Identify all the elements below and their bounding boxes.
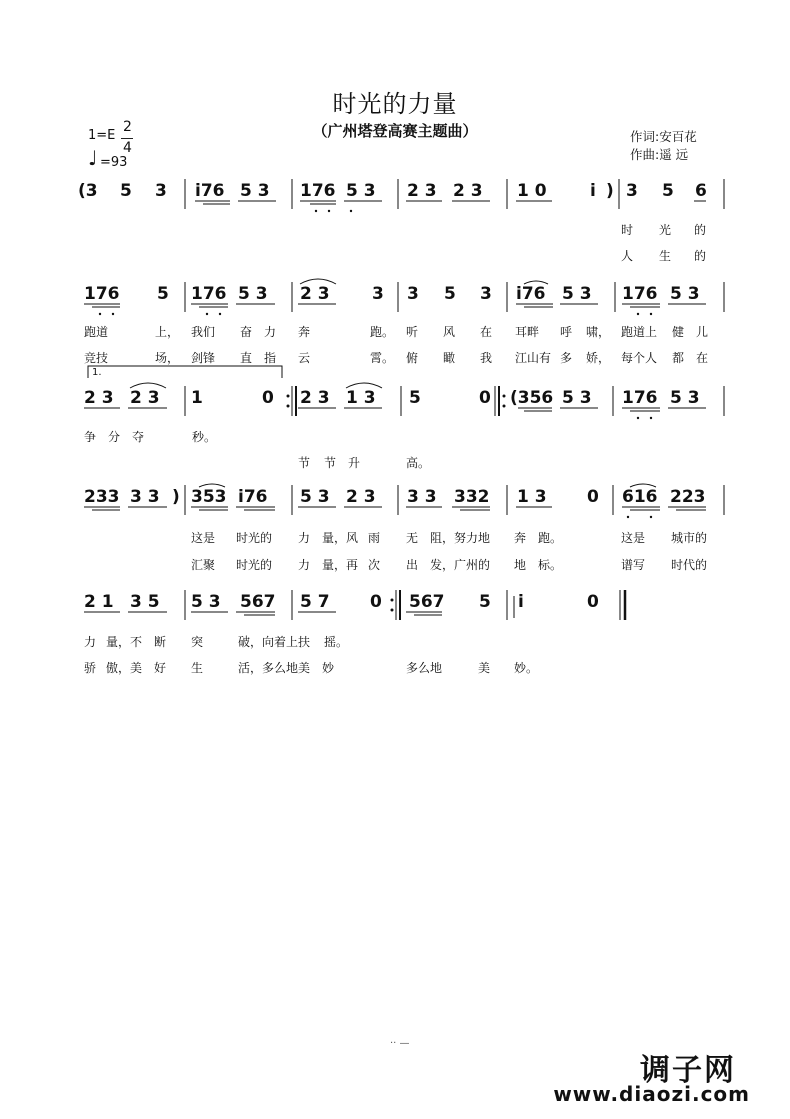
note: 5 3 — [562, 284, 592, 304]
lyric: 剑锋 — [191, 351, 216, 365]
note: 3 — [372, 284, 384, 304]
lyric: 光 — [659, 223, 672, 237]
note: 176 — [191, 284, 227, 304]
lyric: 俯 — [406, 351, 419, 365]
note: 332 — [454, 487, 490, 507]
lyric: 跑。 — [370, 325, 395, 339]
lyric: 美 — [298, 661, 311, 675]
tempo-value: =93 — [100, 155, 128, 170]
lyric: 呼 — [560, 325, 573, 339]
lyric: 出 — [406, 558, 419, 572]
lyric: 的 — [694, 249, 707, 263]
lyric: 江山有 — [515, 351, 552, 365]
note: 1 3 — [517, 487, 547, 507]
lyric: 我们 — [191, 325, 216, 339]
lyric: 时 — [621, 223, 634, 237]
lyric: 汇聚 — [191, 558, 216, 572]
lyric: 娇， — [586, 351, 611, 365]
note: 0 — [262, 388, 274, 408]
lyric: 力 — [84, 635, 97, 649]
lyric: 时代的 — [671, 558, 708, 572]
lyric: 都 — [672, 351, 685, 365]
lyric: 瞰 — [443, 351, 456, 365]
composer-credit: 作曲:遥 远 — [630, 147, 689, 162]
lyric: 跑道 — [84, 325, 109, 339]
note: ) — [172, 487, 180, 507]
lyric: 竞技 — [84, 351, 109, 365]
lyric: 这是 — [191, 531, 216, 545]
volta-bracket — [0, 362, 790, 382]
lyric: 破，向着上 — [238, 635, 299, 649]
lyric: 霄。 — [370, 351, 395, 365]
note: 0 — [370, 592, 382, 612]
lyric: 奔 — [514, 531, 527, 545]
note: 616 — [622, 487, 658, 507]
note: 5 3 — [240, 181, 270, 201]
lyric: 直 — [240, 351, 253, 365]
lyric: 美 — [478, 661, 491, 675]
lyric: 指 — [264, 351, 277, 365]
lyric: 力 — [298, 531, 311, 545]
lyric: 力 — [298, 558, 311, 572]
lyricist-credit: 作词:安百花 — [630, 129, 697, 144]
note: 1 0 — [517, 181, 547, 201]
note: (356 — [510, 388, 554, 408]
lyric: 节 — [298, 456, 311, 470]
note: 3 3 — [407, 487, 437, 507]
note: 6 — [695, 181, 707, 201]
key-signature: 1=E — [88, 128, 116, 143]
lyric: 争 — [84, 430, 97, 444]
lyric: 节 — [324, 456, 337, 470]
lyric: 跑。 — [538, 531, 563, 545]
note: 5 — [409, 388, 421, 408]
site-logo: 调子网 — [640, 1053, 736, 1088]
note: 223 — [670, 487, 706, 507]
lyric: 在 — [480, 325, 493, 339]
note: 3 5 — [130, 592, 160, 612]
note: 2 3 — [300, 284, 330, 304]
note: 5 3 — [346, 181, 376, 201]
lyric: 跑道上 — [621, 325, 658, 339]
lyric: 断 — [154, 635, 167, 649]
lyric: 妙 — [322, 661, 335, 675]
quarter-note-icon: ♩ — [88, 146, 98, 170]
lyric: 多么地 — [406, 661, 443, 675]
song-title: 时光的力量 — [332, 90, 458, 118]
lyric: 耳畔 — [515, 325, 540, 339]
score-system-3 — [0, 382, 790, 422]
note: 0 — [587, 487, 599, 507]
note: 5 3 — [238, 284, 268, 304]
note: 2 3 — [407, 181, 437, 201]
note: 5 — [662, 181, 674, 201]
lyric: 时光的 — [236, 531, 273, 545]
lyric: 骄 — [84, 661, 97, 675]
page-footer: ·· — — [390, 1038, 410, 1049]
note: 3 — [626, 181, 638, 201]
score-system-1 — [0, 175, 790, 215]
lyric: 谱写 — [621, 558, 646, 572]
note: 176 — [84, 284, 120, 304]
lyric: 儿 — [696, 325, 709, 339]
note: 5 — [157, 284, 169, 304]
note: 2 3 — [130, 388, 160, 408]
score-system-5 — [0, 586, 790, 626]
song-subtitle: （广州塔登高赛主题曲） — [312, 122, 478, 140]
volta-label: 1. — [92, 367, 102, 378]
note: i76 — [238, 487, 268, 507]
meter-denominator: 4 — [123, 140, 132, 156]
lyric: 多 — [560, 351, 573, 365]
note: 2 1 — [84, 592, 114, 612]
lyric: 场， — [155, 351, 180, 365]
lyric: 妙。 — [514, 661, 539, 675]
note: 1 3 — [346, 388, 376, 408]
lyric: 啸， — [586, 325, 611, 339]
note: 3 — [155, 181, 167, 201]
note: 3 — [407, 284, 419, 304]
lyric: 标。 — [538, 558, 563, 572]
note: 5 3 — [670, 284, 700, 304]
note: 5 3 — [562, 388, 592, 408]
lyric: 奔 — [298, 325, 311, 339]
note: 5 3 — [300, 487, 330, 507]
lyric: 阻，努力地 — [430, 531, 491, 545]
lyric: 的 — [694, 223, 707, 237]
lyric: 突 — [191, 635, 204, 649]
note: 567 — [409, 592, 445, 612]
lyric: 时光的 — [236, 558, 273, 572]
lyric: 量，再 — [322, 558, 359, 572]
lyric: 夺 — [132, 430, 145, 444]
meter-numerator: 2 — [123, 119, 132, 135]
note: 2 3 — [84, 388, 114, 408]
lyric: 奋 — [240, 325, 253, 339]
lyric: 这是 — [621, 531, 646, 545]
lyric: 地 — [514, 558, 527, 572]
lyric: 活，多么地 — [238, 661, 299, 675]
score-system-2 — [0, 278, 790, 318]
note: 5 7 — [300, 592, 330, 612]
note: 2 3 — [346, 487, 376, 507]
note: 3 3 — [130, 487, 160, 507]
note: 176 — [300, 181, 336, 201]
note: 176 — [622, 388, 658, 408]
note: 176 — [622, 284, 658, 304]
lyric: 雨 — [368, 531, 381, 545]
meter-divider — [121, 138, 133, 139]
lyric: 量，风 — [322, 531, 359, 545]
note: 3 — [480, 284, 492, 304]
note: 1 — [191, 388, 203, 408]
lyric: 升 — [348, 456, 361, 470]
lyric: 我 — [480, 351, 493, 365]
lyric: 风 — [443, 325, 456, 339]
lyric: 高。 — [406, 456, 431, 470]
note: 5 3 — [670, 388, 700, 408]
lyric: 力 — [264, 325, 277, 339]
note: i76 — [195, 181, 225, 201]
note: 5 — [444, 284, 456, 304]
score-system-4 — [0, 481, 790, 521]
lyric: 分 — [108, 430, 121, 444]
note: 2 3 — [453, 181, 483, 201]
note: i — [590, 181, 596, 201]
note: 233 — [84, 487, 120, 507]
lyric: 量，不 — [106, 635, 143, 649]
lyric: 无 — [406, 531, 419, 545]
lyric: 秒。 — [192, 430, 217, 444]
lyric: 听 — [406, 325, 419, 339]
lyric: 发，广州的 — [430, 558, 491, 572]
lyric: 次 — [368, 558, 381, 572]
note: 353 — [191, 487, 227, 507]
lyric: 健 — [672, 325, 685, 339]
note: 567 — [240, 592, 276, 612]
lyric: 生 — [191, 661, 204, 675]
lyric: 好 — [154, 661, 167, 675]
note: i76 — [516, 284, 546, 304]
lyric: 上， — [155, 325, 180, 339]
lyric: 在 — [696, 351, 709, 365]
lyric: 每个人 — [621, 351, 658, 365]
note: ) — [606, 181, 614, 201]
note: 0 — [479, 388, 491, 408]
lyric: 傲，美 — [106, 661, 143, 675]
site-url: www.diaozi.com — [553, 1082, 750, 1106]
lyric: 云 — [298, 351, 311, 365]
note: 5 3 — [191, 592, 221, 612]
note: (3 — [78, 181, 98, 201]
lyric: 城市的 — [671, 531, 708, 545]
lyric: 扶 — [298, 635, 311, 649]
note: 5 — [479, 592, 491, 612]
note: i — [518, 592, 524, 612]
note: 2 3 — [300, 388, 330, 408]
lyric: 摇。 — [324, 635, 349, 649]
note: 5 — [120, 181, 132, 201]
lyric: 生 — [659, 249, 672, 263]
lyric: 人 — [621, 249, 634, 263]
note: 0 — [587, 592, 599, 612]
